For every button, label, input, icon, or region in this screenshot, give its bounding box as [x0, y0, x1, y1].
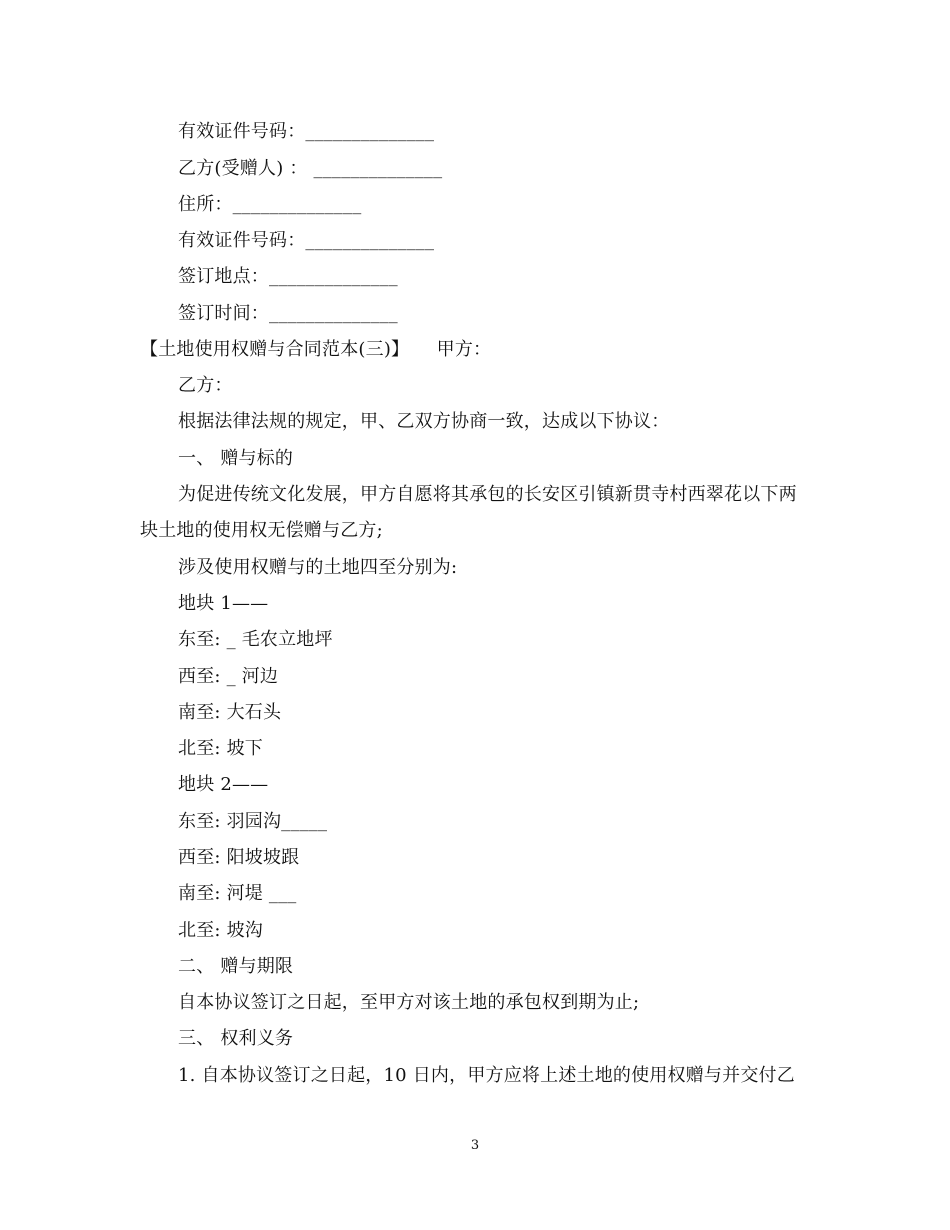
- paragraph-line: 为促进传统文化发展，甲方自愿将其承包的长安区引镇新贯寺村西翠花以下两: [178, 484, 797, 505]
- boundary-line: 西至: _ 河边: [178, 666, 279, 687]
- heading-gift-term: 二、 赠与期限: [178, 956, 294, 977]
- boundary-line: 北至: 坡沟: [178, 920, 263, 941]
- boundary-line: 东至: _ 毛农立地坪: [178, 629, 333, 650]
- party-b-line: 乙方(受赠人) ： ______________: [178, 158, 443, 179]
- boundary-line: 东至: 羽园沟_____: [178, 811, 328, 832]
- parcel-2-label: 地块 2——: [178, 774, 269, 795]
- heading-rights-obligations: 三、 权利义务: [178, 1028, 294, 1049]
- page-number: 3: [470, 1138, 480, 1153]
- clause-1-line: 1. 自本协议签订之日起，10 日内，甲方应将上述土地的使用权赠与并交付乙: [178, 1065, 795, 1086]
- signing-time-line: 签订时间：______________: [178, 303, 398, 324]
- address-line: 住所：______________: [178, 194, 362, 215]
- parcel-1-label: 地块 1——: [178, 593, 269, 614]
- boundary-line: 南至: 大石头: [178, 702, 282, 723]
- signing-place-line: 签订地点：______________: [178, 266, 398, 287]
- section-title-line: 【土地使用权赠与合同范本(三)】 甲方：: [140, 339, 492, 360]
- boundary-line: 南至: 河堤 ___: [178, 883, 297, 904]
- boundaries-intro: 涉及使用权赠与的土地四至分别为:: [178, 557, 458, 578]
- paragraph-line: 块土地的使用权无偿赠与乙方;: [140, 520, 383, 541]
- heading-gift-subject: 一、 赠与标的: [178, 448, 294, 469]
- agreement-intro: 根据法律法规的规定，甲、乙双方协商一致，达成以下协议：: [178, 411, 670, 432]
- party-b-label: 乙方：: [178, 375, 233, 396]
- id-number-line-2: 有效证件号码：______________: [178, 230, 435, 251]
- id-number-line-1: 有效证件号码：______________: [178, 121, 435, 142]
- gift-term-paragraph: 自本协议签订之日起，至甲方对该土地的承包权到期为止;: [178, 992, 640, 1013]
- boundary-line: 西至: 阳坡坡跟: [178, 847, 300, 868]
- boundary-line: 北至: 坡下: [178, 738, 263, 759]
